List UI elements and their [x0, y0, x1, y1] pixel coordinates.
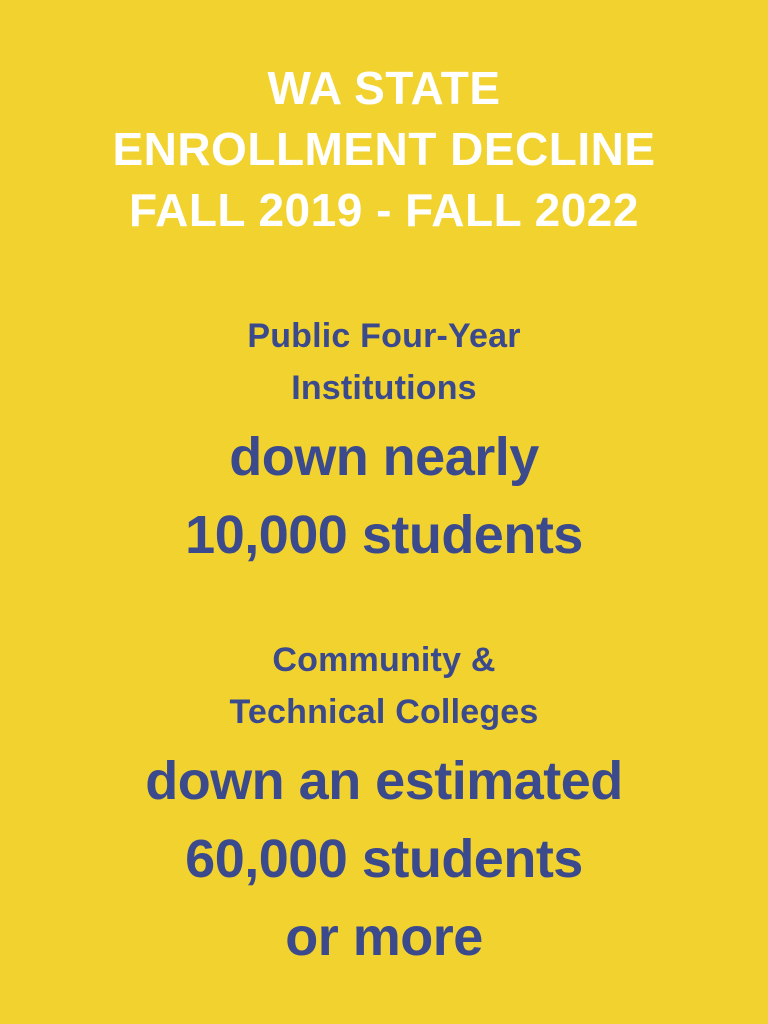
title-line-1: WA STATE	[267, 62, 501, 114]
title-line-2: ENROLLMENT DECLINE	[112, 123, 656, 175]
four-year-stat-line-2: 10,000 students	[185, 505, 583, 565]
community-stat-line-3: or more	[285, 907, 483, 967]
four-year-label-line-1: Public Four-Year	[247, 317, 521, 355]
community-stat-line-2: 60,000 students	[185, 829, 583, 889]
community-section	[0, 634, 768, 976]
community-label-line-1: Community &	[272, 641, 496, 679]
community-label-line-2: Technical Colleges	[229, 693, 539, 731]
four-year-label-line-2: Institutions	[291, 369, 477, 407]
community-stat-line-1: down an estimated	[145, 751, 623, 811]
four-year-section	[0, 310, 768, 574]
poster-title	[0, 58, 768, 241]
four-year-stat	[0, 418, 768, 574]
four-year-stat-line-1: down nearly	[229, 427, 539, 487]
four-year-label	[0, 310, 768, 414]
community-stat	[0, 742, 768, 976]
community-label	[0, 634, 768, 738]
title-line-3: FALL 2019 - FALL 2022	[129, 184, 639, 236]
